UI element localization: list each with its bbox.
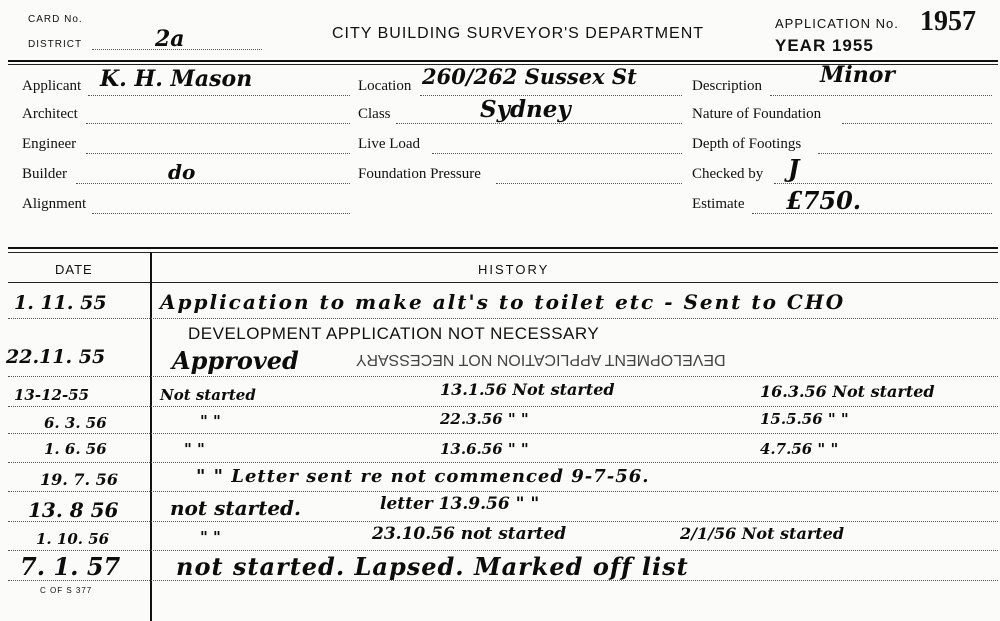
live-load-label: Live Load [358,136,421,152]
form-number: C OF S 377 [40,586,93,595]
table-top-rule [8,247,998,249]
history-row-3b: 13.1.56 Not started [440,380,615,399]
history-column-header: HISTORY [478,262,550,277]
engineer-line [86,153,350,154]
applicant-line [88,95,350,96]
date-row-6: 19. 7. 56 [40,470,118,489]
date-row-5: 1. 6. 56 [44,440,107,458]
history-row-5c: 4.7.56 " " [760,440,839,458]
date-row-1: 1. 11. 55 [14,292,107,314]
foundation-pressure-label: Foundation Pressure [358,166,481,182]
row-rule [8,550,998,551]
nature-of-foundation-line [842,123,992,124]
row-rule [8,318,998,319]
history-row-8c: 2/1/56 Not started [680,524,844,543]
history-row-9: not started. Lapsed. Marked off list [176,552,689,581]
history-row-8b: 23.10.56 not started [372,524,567,544]
row-rule [8,462,998,463]
card-no-label: CARD No. [28,14,83,25]
location-value: 260/262 Sussex St [422,64,637,89]
stamp-inverted: DEVELOPMENT APPLICATION NOT NECESSARY [356,351,726,368]
engineer-label: Engineer [22,136,77,152]
history-row-3c: 16.3.56 Not started [760,382,935,401]
table-header-rule [8,282,998,283]
date-row-2: 22.11. 55 [6,346,106,368]
history-row-4b: 22.3.56 " " [440,410,529,428]
history-row-1: Application to make alt's to toilet etc - Sent to CHO [160,290,846,314]
description-value: Minor [820,62,895,88]
row-rule [8,376,998,377]
district-label: DISTRICT [28,39,83,50]
estimate-value: £750. [786,186,862,215]
description-line [770,95,992,96]
history-row-6: " " Letter sent re not commenced 9-7-56. [196,466,650,487]
date-column-header: DATE [55,262,93,277]
stamp-development-application: DEVELOPMENT APPLICATION NOT NECESSARY [188,324,600,343]
history-row-4c: 15.5.56 " " [760,410,849,428]
architect-line [86,123,350,124]
date-row-4: 6. 3. 56 [44,414,107,432]
applicant-value: K. H. Mason [100,66,253,92]
class-label: Class [358,106,391,122]
history-row-5b: 13.6.56 " " [440,440,529,458]
class-line [396,123,682,124]
row-rule [8,521,998,522]
table-top-rule-inner [8,252,998,253]
builder-value: do [168,160,196,184]
checked-by-value: J [788,154,800,183]
history-row-7b: letter 13.9.56 " " [380,494,540,514]
history-row-8a: " " [200,528,221,546]
description-label: Description [692,78,762,94]
date-row-9: 7. 1. 57 [20,552,121,581]
builder-line [76,183,350,184]
depth-of-footings-label: Depth of Footings [692,136,802,152]
history-row-5a: " " [184,440,205,458]
architect-label: Architect [22,106,78,122]
department-title: CITY BUILDING SURVEYOR'S DEPARTMENT [332,25,705,42]
date-row-3: 13-12-55 [14,386,90,404]
history-row-4a: " " [200,412,221,430]
applicant-label: Applicant [22,78,82,94]
history-row-2: Approved [172,346,299,375]
location-label: Location [358,78,412,94]
date-row-7: 13. 8 56 [28,498,119,522]
application-no: 1957 [920,6,976,37]
nature-of-foundation-label: Nature of Foundation [692,106,822,122]
row-rule [8,433,998,434]
year-label: YEAR 1955 [775,36,874,55]
live-load-line [432,153,682,154]
foundation-pressure-line [496,183,682,184]
builder-label: Builder [22,166,67,182]
depth-of-footings-line [818,153,992,154]
row-rule [8,491,998,492]
row-rule [8,406,998,407]
checked-by-line [774,183,992,184]
alignment-line [92,213,350,214]
history-row-7a: not started. [170,496,301,520]
class-value: Sydney [480,96,571,123]
date-history-divider [150,252,152,621]
application-no-label: APPLICATION No. [775,16,899,31]
date-row-8: 1. 10. 56 [36,530,110,548]
history-row-3a: Not started [160,386,256,404]
alignment-label: Alignment [22,196,87,212]
checked-by-label: Checked by [692,166,764,182]
district-value: 2a [155,26,185,52]
estimate-label: Estimate [692,196,745,212]
